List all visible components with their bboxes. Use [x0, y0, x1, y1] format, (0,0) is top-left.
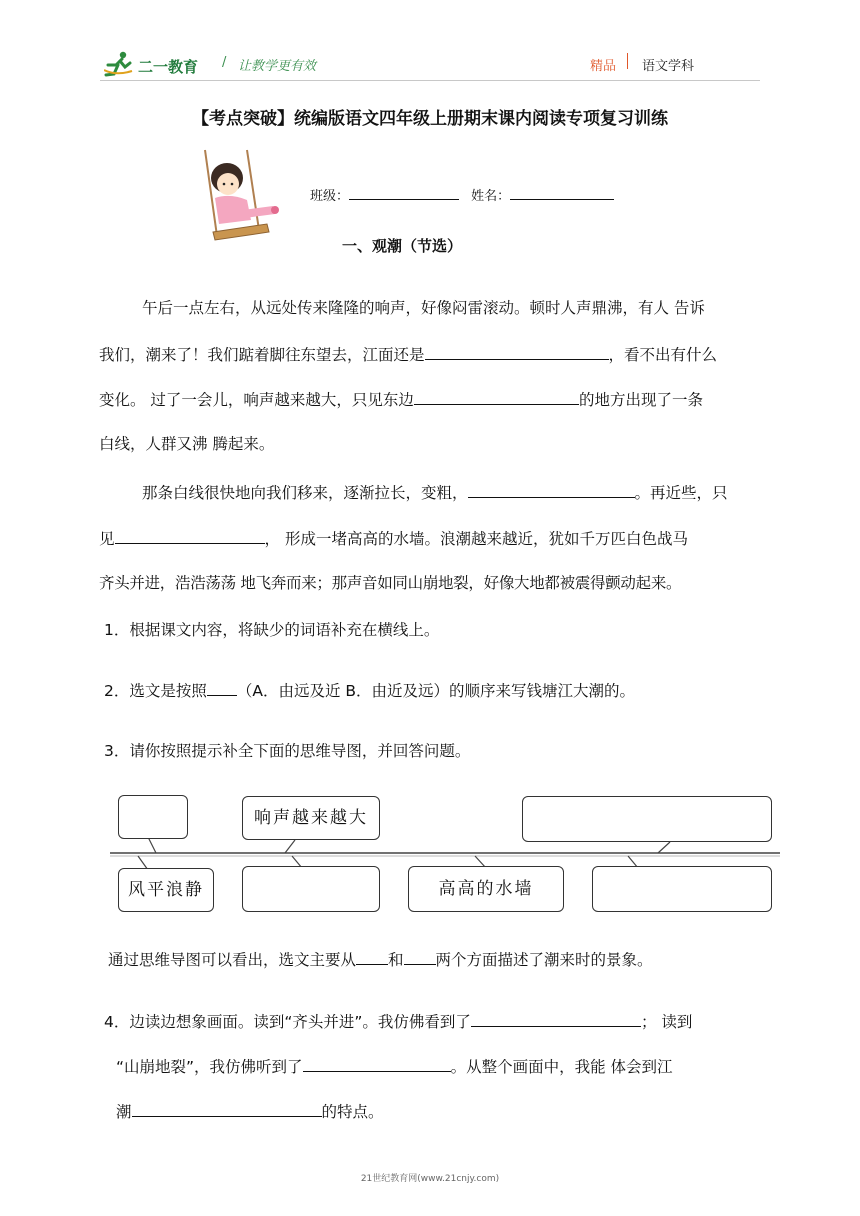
mind-map-bottom-right-blank[interactable] [592, 866, 772, 912]
student-info [310, 187, 614, 207]
name-blank[interactable] [510, 187, 614, 200]
blank-aspect-1[interactable] [356, 949, 388, 965]
blank-biancu[interactable] [468, 482, 635, 498]
header-rule [100, 80, 760, 81]
blank-saw[interactable] [471, 1011, 641, 1027]
slogan: 让教学更有效 [238, 59, 317, 74]
blank-jiangmian[interactable] [425, 344, 609, 360]
passage-p1-line1: 午后一点左右，从远处传来隆隆的响声，好像闷雷滚动。顿时人声鼎沸，有人 告诉 [142, 299, 705, 317]
subject-label: 语文学科 [642, 59, 695, 74]
question-4-line3: 潮 的特点。 [116, 1103, 384, 1121]
question-2: 2．选文是按照 （A．由远及近 B．由近及远）的顺序来写钱塘江大潮的。 [104, 682, 636, 700]
mind-map-bottom-middle: 高高的水墙 [408, 866, 564, 912]
runner-logo-icon [104, 50, 134, 78]
passage-p1-line2: 我们，潮来了！我们踮着脚往东望去，江面还是 ，看不出有什么 [99, 346, 718, 364]
passage-p2-line3: 齐头并进，浩浩荡荡 地飞奔而来；那声音如同山崩地裂，好像大地都被震得颤动起来。 [99, 574, 682, 592]
mind-map-bottom-second-blank[interactable] [242, 866, 380, 912]
page-title: 【考点突破】统编版语文四年级上册期末课内阅读专项复习训练 [192, 109, 668, 129]
name-label: 姓名： [471, 189, 511, 204]
logo-name: 二一教育 [138, 58, 199, 76]
slogan-divider: / [222, 55, 227, 70]
passage-p2-line2: 见 ， 形成一堵高高的水墙。浪潮越来越近，犹如千万匹白色战马 [99, 530, 688, 548]
class-blank[interactable] [349, 187, 459, 200]
mind-map-top-right-blank[interactable] [522, 796, 772, 842]
header-divider [627, 53, 628, 69]
logo [104, 50, 214, 80]
blank-order[interactable] [207, 680, 237, 696]
passage-p2-line1: 那条白线很快地向我们移来，逐渐拉长，变粗， 。再近些，只 [142, 484, 728, 502]
mind-map-top-left-blank[interactable] [118, 795, 188, 839]
question-1: 1．根据课文内容，将缺少的词语补充在横线上。 [104, 621, 440, 639]
quality-badge: 精品 [590, 59, 617, 74]
page-footer: 21世纪教育网(www.21cnjy.com) [360, 1174, 500, 1184]
section-title: 一、观潮（节选） [342, 237, 463, 255]
question-3-followup: 通过思维导图可以看出，选文主要从 和 两个方面描述了潮来时的景象。 [108, 951, 653, 969]
blank-dongbian[interactable] [414, 389, 579, 405]
question-4-line2: “山崩地裂”，我仿佛听到了 。从整个画面中，我能 体会到江 [116, 1058, 673, 1076]
class-label: 班级： [310, 189, 350, 204]
girl-swing-illustration [185, 148, 285, 248]
blank-heard[interactable] [303, 1056, 451, 1072]
mind-map [110, 790, 780, 915]
passage-p1-line4: 白线，人群又沸 腾起来。 [99, 435, 275, 453]
blank-zaijinxie[interactable] [115, 528, 265, 544]
question-3: 3．请你按照提示补全下面的思维导图，并回答问题。 [104, 742, 471, 760]
blank-feature[interactable] [132, 1101, 322, 1117]
blank-aspect-2[interactable] [404, 949, 436, 965]
mind-map-top-middle: 响声越来越大 [242, 796, 380, 840]
mind-map-bottom-left: 风平浪静 [118, 868, 214, 912]
passage-p1-line3: 变化。 过了一会儿，响声越来越大，只见东边 的地方出现了一条 [99, 391, 703, 409]
question-4-line1: 4．边读边想象画面。读到“齐头并进”。我仿佛看到了 ； 读到 [104, 1013, 693, 1031]
